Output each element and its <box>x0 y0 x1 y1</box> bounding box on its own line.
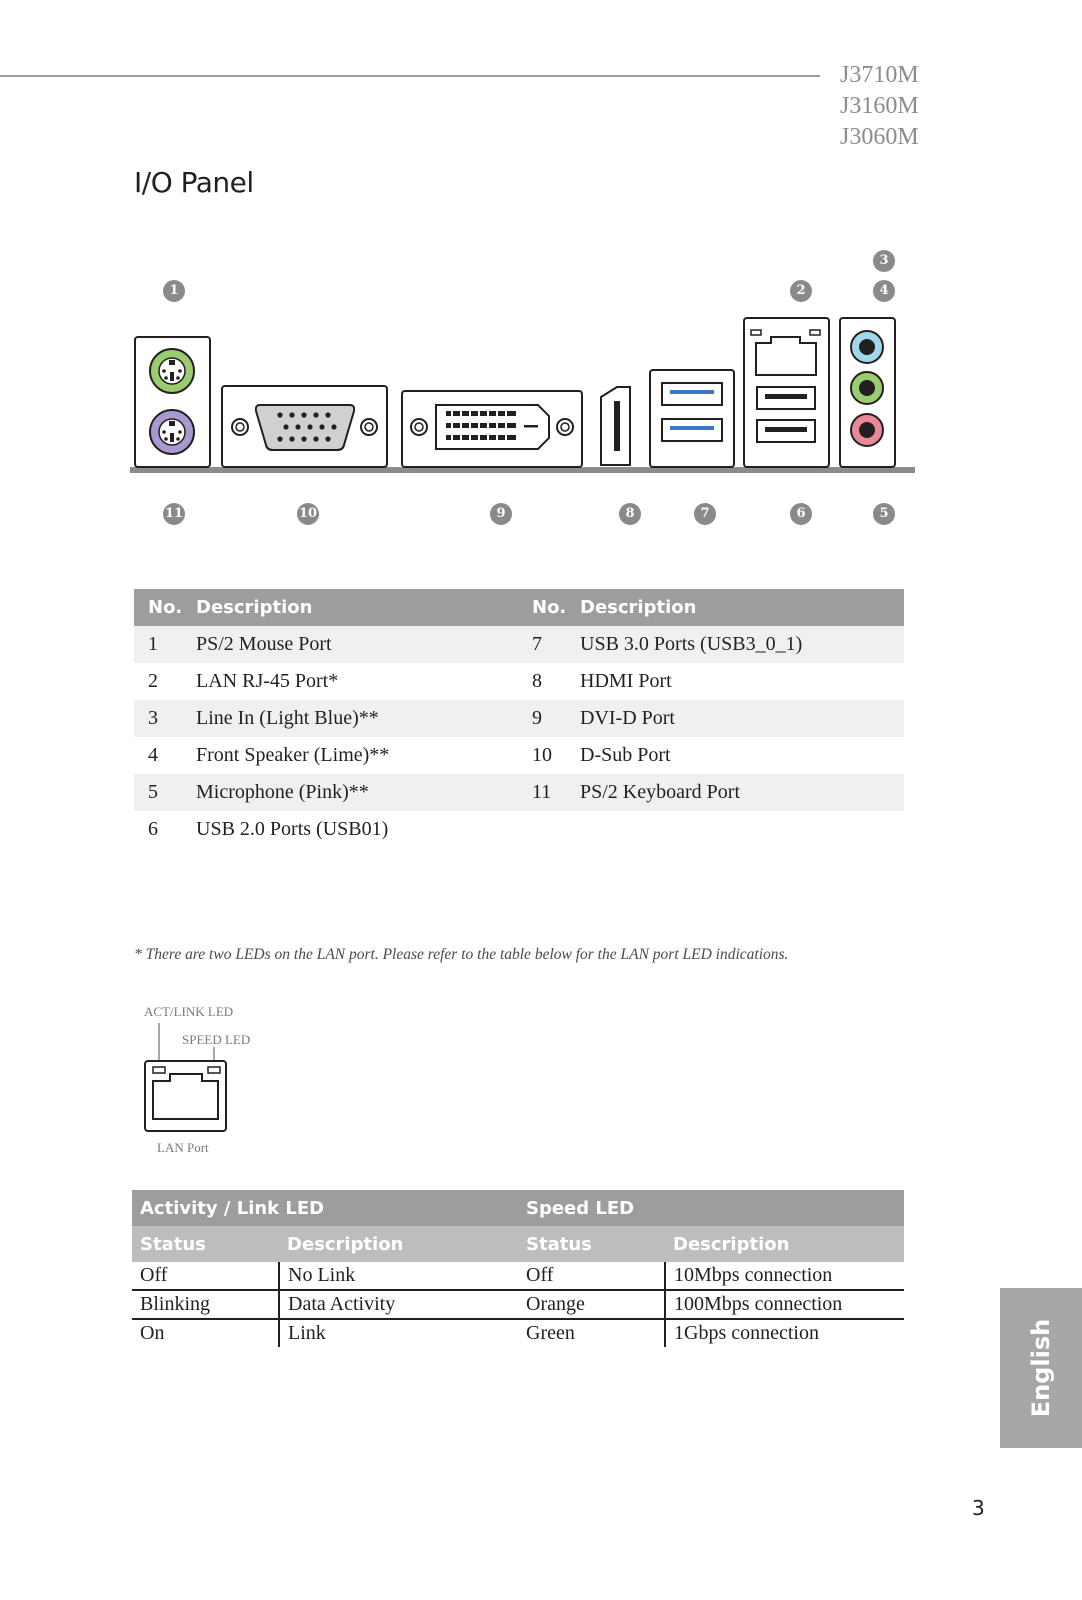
activity-table-title: Activity / Link LED <box>132 1190 518 1226</box>
act-link-led-label: ACT/LINK LED <box>144 1004 234 1019</box>
page-number: 3 <box>972 1496 985 1520</box>
port-description: DVI-D Port <box>570 700 904 737</box>
table-row <box>132 1262 518 1290</box>
callout-4: 4 <box>873 280 895 302</box>
language-side-tab <box>1000 1288 1082 1448</box>
callout-2: 2 <box>790 280 812 302</box>
header-rule <box>0 75 820 77</box>
port-number: 7 <box>518 626 570 663</box>
table-row <box>518 774 904 811</box>
led-status: Off <box>518 1262 665 1290</box>
usb3-ports <box>650 370 734 467</box>
port-number: 11 <box>518 774 570 811</box>
dvi-port <box>402 391 582 467</box>
led-description: Link <box>288 1322 326 1344</box>
led-description: 10Mbps connection <box>665 1262 904 1290</box>
port-number: 8 <box>518 663 570 700</box>
callout-8: 8 <box>619 503 641 525</box>
lan-usb2-ports <box>744 318 829 467</box>
ports-table-left <box>134 589 520 848</box>
table-header <box>132 1226 518 1262</box>
port-number: 4 <box>134 737 186 774</box>
callout-10: 10 <box>297 503 319 525</box>
speed-led-label: SPEED LED <box>182 1032 251 1047</box>
table-row <box>518 737 904 774</box>
column-header-status: Status <box>132 1226 279 1262</box>
led-status: Blinking <box>132 1290 279 1319</box>
lan-port-diagram <box>140 1023 240 1133</box>
table-header <box>134 589 520 626</box>
table-row <box>518 663 904 700</box>
port-number: 9 <box>518 700 570 737</box>
port-description: PS/2 Keyboard Port <box>570 774 904 811</box>
table-title-row <box>518 1190 904 1226</box>
port-number: 5 <box>134 774 186 811</box>
table-row <box>134 774 520 811</box>
column-header-description: Description <box>279 1226 518 1262</box>
io-panel-illustration <box>130 315 920 475</box>
table-row <box>518 700 904 737</box>
port-number: 6 <box>134 811 186 848</box>
model-name: J3710M <box>840 62 919 88</box>
table-row <box>134 626 520 663</box>
speed-table-title: Speed LED <box>518 1190 904 1226</box>
column-header-description: Description <box>665 1226 904 1262</box>
table-header <box>518 589 904 626</box>
dsub-port <box>222 386 387 467</box>
port-description: PS/2 Mouse Port <box>186 626 520 663</box>
model-name: J3060M <box>840 124 919 150</box>
page-title: I/O Panel <box>134 166 254 199</box>
callout-3: 3 <box>873 250 895 272</box>
callout-11: 11 <box>163 503 185 525</box>
table-row <box>134 811 520 848</box>
callout-5: 5 <box>873 503 895 525</box>
port-number: 10 <box>518 737 570 774</box>
led-status: Green <box>518 1319 665 1347</box>
table-header <box>518 1226 904 1262</box>
ports-table-right <box>518 589 904 811</box>
table-row <box>132 1290 518 1319</box>
language-label: English <box>1027 1318 1055 1418</box>
led-status: On <box>132 1319 279 1347</box>
column-header-status: Status <box>518 1226 665 1262</box>
table-row <box>518 1290 904 1319</box>
port-number: 1 <box>134 626 186 663</box>
table-row <box>134 663 520 700</box>
table-row <box>518 1262 904 1290</box>
port-number: 3 <box>134 700 186 737</box>
table-title-row <box>132 1190 518 1226</box>
table-row <box>518 626 904 663</box>
callout-9: 9 <box>490 503 512 525</box>
port-description: HDMI Port <box>570 663 904 700</box>
led-description: 100Mbps connection <box>665 1290 904 1319</box>
callout-1: 1 <box>163 280 185 302</box>
table-row <box>518 1319 904 1347</box>
audio-jacks <box>840 318 895 467</box>
hdmi-port <box>601 387 630 465</box>
lan-led-note: * There are two LEDs on the LAN port. Please refer to the table below for the LAN port LED indications. <box>134 946 789 963</box>
activity-led-table <box>132 1190 518 1347</box>
speed-led-table <box>518 1190 904 1347</box>
model-list <box>840 60 919 153</box>
table-row <box>132 1319 518 1347</box>
port-description: Microphone (Pink)** <box>186 774 520 811</box>
callout-6: 6 <box>790 503 812 525</box>
lan-port-label: LAN Port <box>157 1140 209 1155</box>
port-number: 2 <box>134 663 186 700</box>
port-description: Front Speaker (Lime)** <box>186 737 520 774</box>
led-status: Orange <box>518 1290 665 1319</box>
column-header-no: No. <box>518 589 570 626</box>
port-description: D-Sub Port <box>570 737 904 774</box>
led-status: Off <box>132 1262 279 1290</box>
ps2-ports <box>135 337 210 467</box>
table-row <box>134 700 520 737</box>
callout-7: 7 <box>694 503 716 525</box>
led-description: 1Gbps connection <box>674 1322 819 1344</box>
column-header-description: Description <box>570 589 904 626</box>
led-description: Data Activity <box>279 1290 518 1319</box>
led-description: No Link <box>279 1262 518 1290</box>
port-description: LAN RJ-45 Port* <box>186 663 520 700</box>
column-header-description: Description <box>186 589 520 626</box>
table-row <box>134 737 520 774</box>
port-description: USB 2.0 Ports (USB01) <box>186 811 520 848</box>
port-description: Line In (Light Blue)** <box>186 700 520 737</box>
port-description: USB 3.0 Ports (USB3_0_1) <box>570 626 904 663</box>
model-name: J3160M <box>840 93 919 119</box>
column-header-no: No. <box>134 589 186 626</box>
